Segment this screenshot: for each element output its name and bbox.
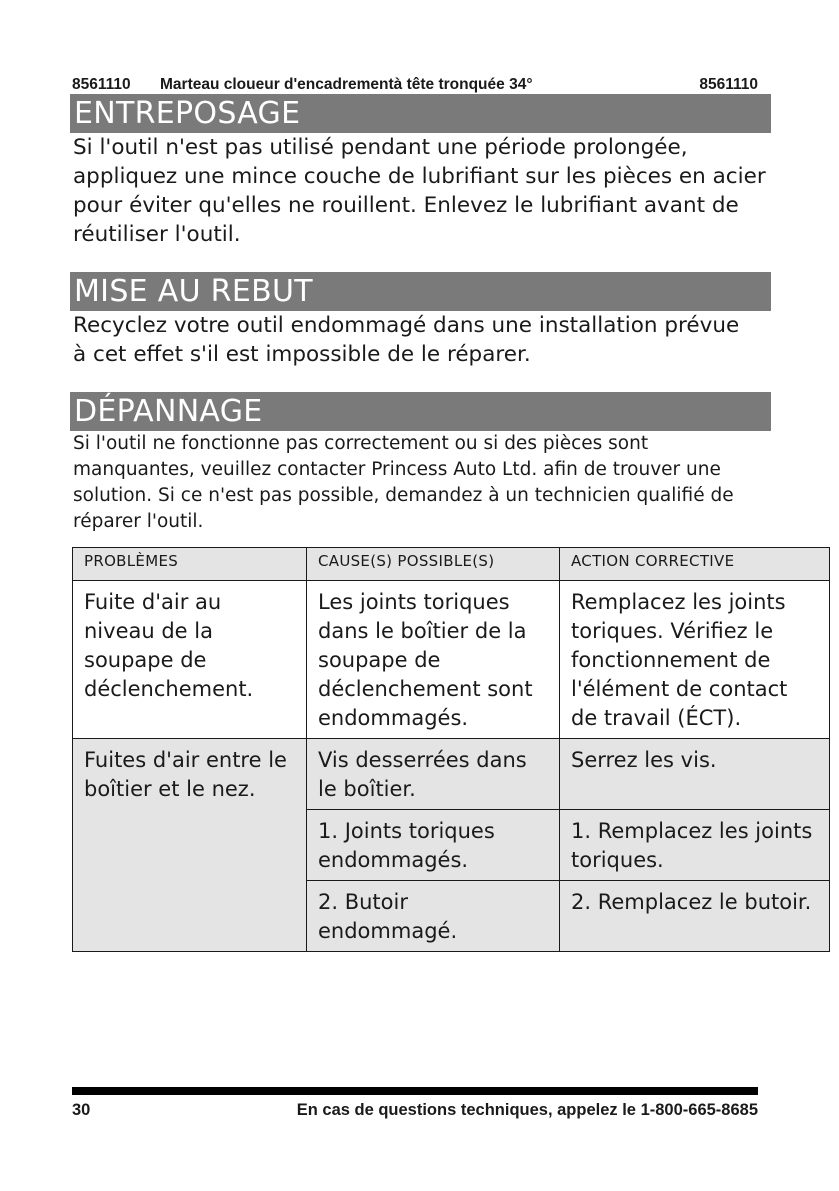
action-cell: 1. Remplacez les joints toriques. bbox=[560, 810, 830, 881]
page-number: 30 bbox=[72, 1101, 91, 1119]
column-header-action: ACTION CORRECTIVE bbox=[560, 548, 830, 581]
column-header-problems: PROBLÈMES bbox=[73, 548, 307, 581]
model-number-left: 8561110 bbox=[72, 76, 131, 93]
cause-cell: 2. Butoir endommagé. bbox=[307, 881, 560, 952]
page-header bbox=[72, 76, 758, 96]
action-cell: Serrez les vis. bbox=[560, 739, 830, 810]
troubleshooting-text: Si l'outil ne fonctionne pas correctement ou si des pièces sont manquantes, veuillez contacter Princess Auto Ltd. afin de trouver une solution. Si ce n'est pas possible, demandez à un technicien qualifié de réparer l'outil. bbox=[73, 433, 734, 532]
table-header-row bbox=[73, 548, 830, 581]
troubleshooting-heading: DÉPANNAGE bbox=[70, 392, 771, 431]
storage-text: Si l'outil n'est pas utilisé pendant une période prolongée, appliquez une mince couche de lubrifiant sur les pièces en acier pour éviter qu'elles ne rouillent. Enlevez le lubrifiant avant de réutiliser l'outil. bbox=[73, 135, 766, 247]
storage-heading: ENTREPOSAGE bbox=[70, 94, 771, 133]
footer-divider bbox=[72, 1087, 758, 1095]
column-header-causes: CAUSE(S) POSSIBLE(S) bbox=[307, 548, 560, 581]
problem-cell: Fuite d'air au niveau de la soupape de déclenchement. bbox=[73, 581, 307, 739]
problem-cell: Fuites d'air entre le boîtier et le nez. bbox=[73, 739, 307, 952]
product-title: Marteau cloueur d'encadrementà tête tronquée 34° bbox=[160, 76, 533, 93]
cause-cell: Vis desserrées dans le boîtier. bbox=[307, 739, 560, 810]
disposal-text: Recyclez votre outil endommagé dans une installation prévue à cet effet s'il est impossible de le réparer. bbox=[73, 313, 740, 367]
table-row bbox=[73, 739, 830, 810]
troubleshooting-table bbox=[72, 547, 830, 952]
action-cell: Remplacez les joints toriques. Vérifiez le fonctionnement de l'élément de contact de travail (ÉCT). bbox=[560, 581, 830, 739]
cause-cell: 1. Joints toriques endommagés. bbox=[307, 810, 560, 881]
cause-cell: Les joints toriques dans le boîtier de la soupape de déclenchement sont endommagés. bbox=[307, 581, 560, 739]
page-footer bbox=[72, 1101, 758, 1121]
model-number-right: 8561110 bbox=[699, 76, 758, 93]
action-cell: 2. Remplacez le butoir. bbox=[560, 881, 830, 952]
support-contact: En cas de questions techniques, appelez le 1-800-665-8685 bbox=[296, 1101, 758, 1119]
disposal-heading: MISE AU REBUT bbox=[70, 272, 771, 311]
table-row bbox=[73, 581, 830, 739]
